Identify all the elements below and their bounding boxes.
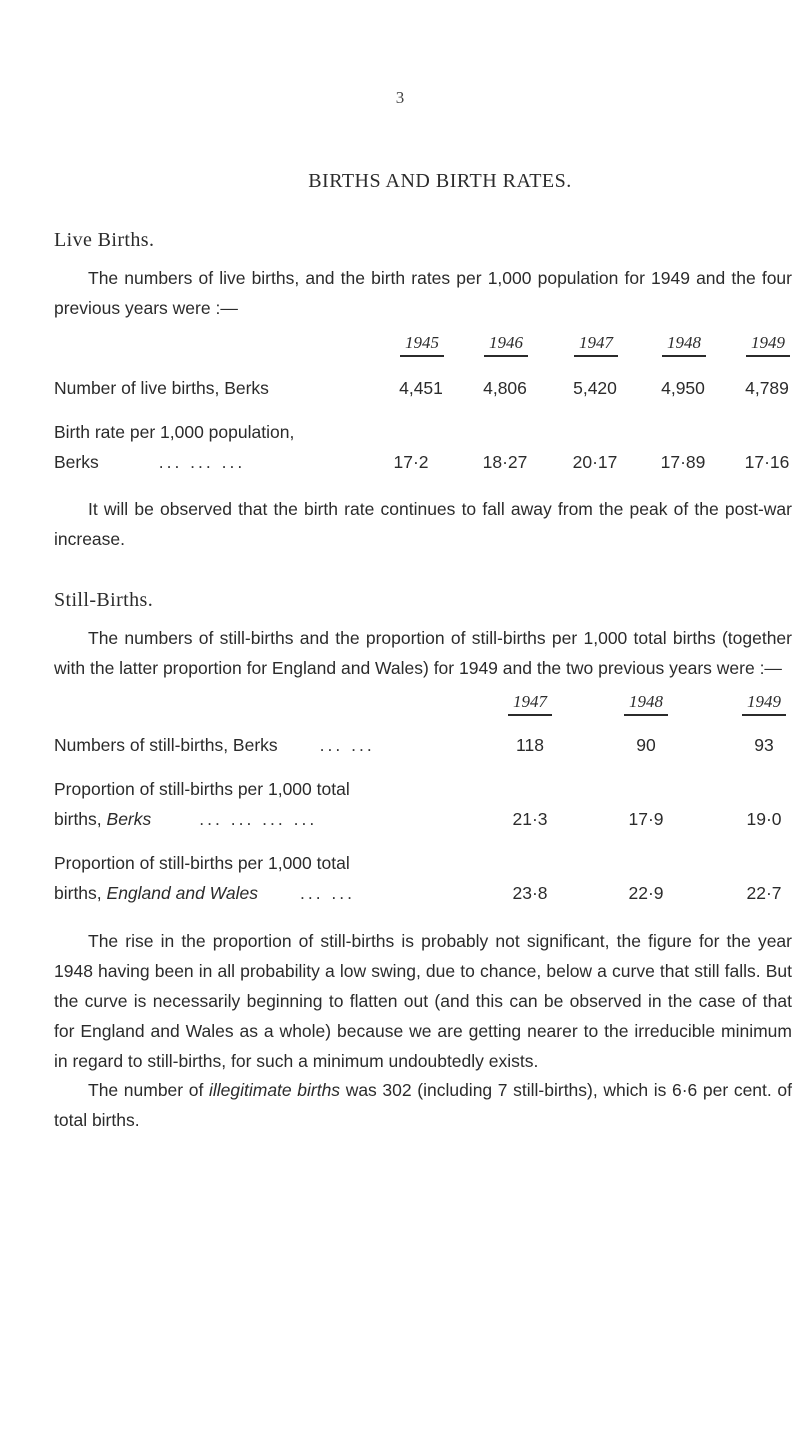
cell-proportion-berks-1949: 19·0 [746, 809, 782, 829]
year-header-1948: 1948 [662, 333, 706, 353]
page-number: 3 [395, 88, 405, 107]
still-births-intro: The numbers of still-births and the proportion of still-births per 1,000 total births (together with the latter proportion for England and Wales) for 1949 and the two previous years were :— [54, 628, 792, 678]
row-label-still-births: Numbers of still-births, Berks ... ... [54, 735, 375, 755]
cell-proportion-ew-1948: 22·9 [628, 883, 664, 903]
cell-birth-rate-1948: 17·89 [660, 452, 706, 472]
cell-proportion-berks-1947: 21·3 [512, 809, 548, 829]
cell-still-births-1948: 90 [636, 735, 656, 755]
live-births-note: It will be observed that the birth rate continues to fall away from the peak of the post-war increase. [54, 499, 792, 549]
row-label-birth-rate-line1: Birth rate per 1,000 population, [54, 422, 295, 442]
year-header-1946: 1946 [484, 333, 528, 353]
year-header-1945: 1945 [400, 333, 444, 353]
leader-dots: ... ... ... [158, 452, 246, 472]
row-label-live-births: Number of live births, Berks [54, 378, 269, 398]
row-label-proportion-berks-line1: Proportion of still-births per 1,000 total [54, 779, 350, 799]
cell-still-births-1949: 93 [754, 735, 774, 755]
cell-birth-rate-1947: 20·17 [572, 452, 618, 472]
cell-birth-rate-1949: 17·16 [744, 452, 790, 472]
cell-live-births-1949: 4,789 [745, 378, 789, 398]
still-births-discussion: The rise in the proportion of still-births is probably not significant, the figure for the year 1948 having been in all probability a low swing, due to chance, below a curve that still falls. But the curve is necessarily beginning to flatten out (and this can be observed in the case of that for England and Wales as a whole) because we are getting nearer to the irreducible minimum in regard to still-births, for such a minimum undoubtedly exists. [54, 931, 792, 1071]
leader-dots: ... ... [319, 735, 375, 755]
year-header-1949: 1949 [746, 333, 790, 353]
cell-live-births-1945: 4,451 [399, 378, 443, 398]
leader-dots: ... ... ... ... [199, 809, 318, 829]
cell-live-births-1947: 5,420 [573, 378, 617, 398]
year-header-sb-1947: 1947 [508, 692, 552, 712]
row-label-proportion-berks-line2: births, Berks ... ... ... ... [54, 809, 318, 829]
cell-proportion-ew-1947: 23·8 [512, 883, 548, 903]
page-heading: BIRTHS AND BIRTH RATES. [308, 170, 572, 192]
cell-still-births-1947: 118 [516, 735, 544, 755]
year-header-sb-1949: 1949 [742, 692, 786, 712]
year-header-1947: 1947 [574, 333, 618, 353]
cell-proportion-ew-1949: 22·7 [746, 883, 782, 903]
illegitimate-births-paragraph: The number of illegitimate births was 302 (including 7 still-births), which is 6·6 per cent. of total births. [54, 1080, 792, 1130]
row-label-birth-rate-line2: Berks ... ... ... [54, 452, 246, 472]
cell-live-births-1946: 4,806 [483, 378, 527, 398]
illegitimate-births-term: illegitimate births [208, 1080, 341, 1100]
row-label-proportion-ew-line2: births, England and Wales ... ... [54, 883, 356, 903]
cell-birth-rate-1946: 18·27 [482, 452, 528, 472]
cell-proportion-berks-1948: 17·9 [628, 809, 664, 829]
leader-dots: ... ... [299, 883, 356, 903]
live-births-intro: The numbers of live births, and the birth rates per 1,000 population for 1949 and the four previous years were :— [54, 268, 792, 318]
year-header-sb-1948: 1948 [624, 692, 668, 712]
row-label-proportion-ew-line1: Proportion of still-births per 1,000 total [54, 853, 350, 873]
cell-birth-rate-1945: 17·2 [393, 452, 429, 472]
section-title-still-births: Still-Births. [54, 589, 154, 611]
cell-live-births-1948: 4,950 [661, 378, 705, 398]
section-title-live-births: Live Births. [54, 229, 155, 251]
